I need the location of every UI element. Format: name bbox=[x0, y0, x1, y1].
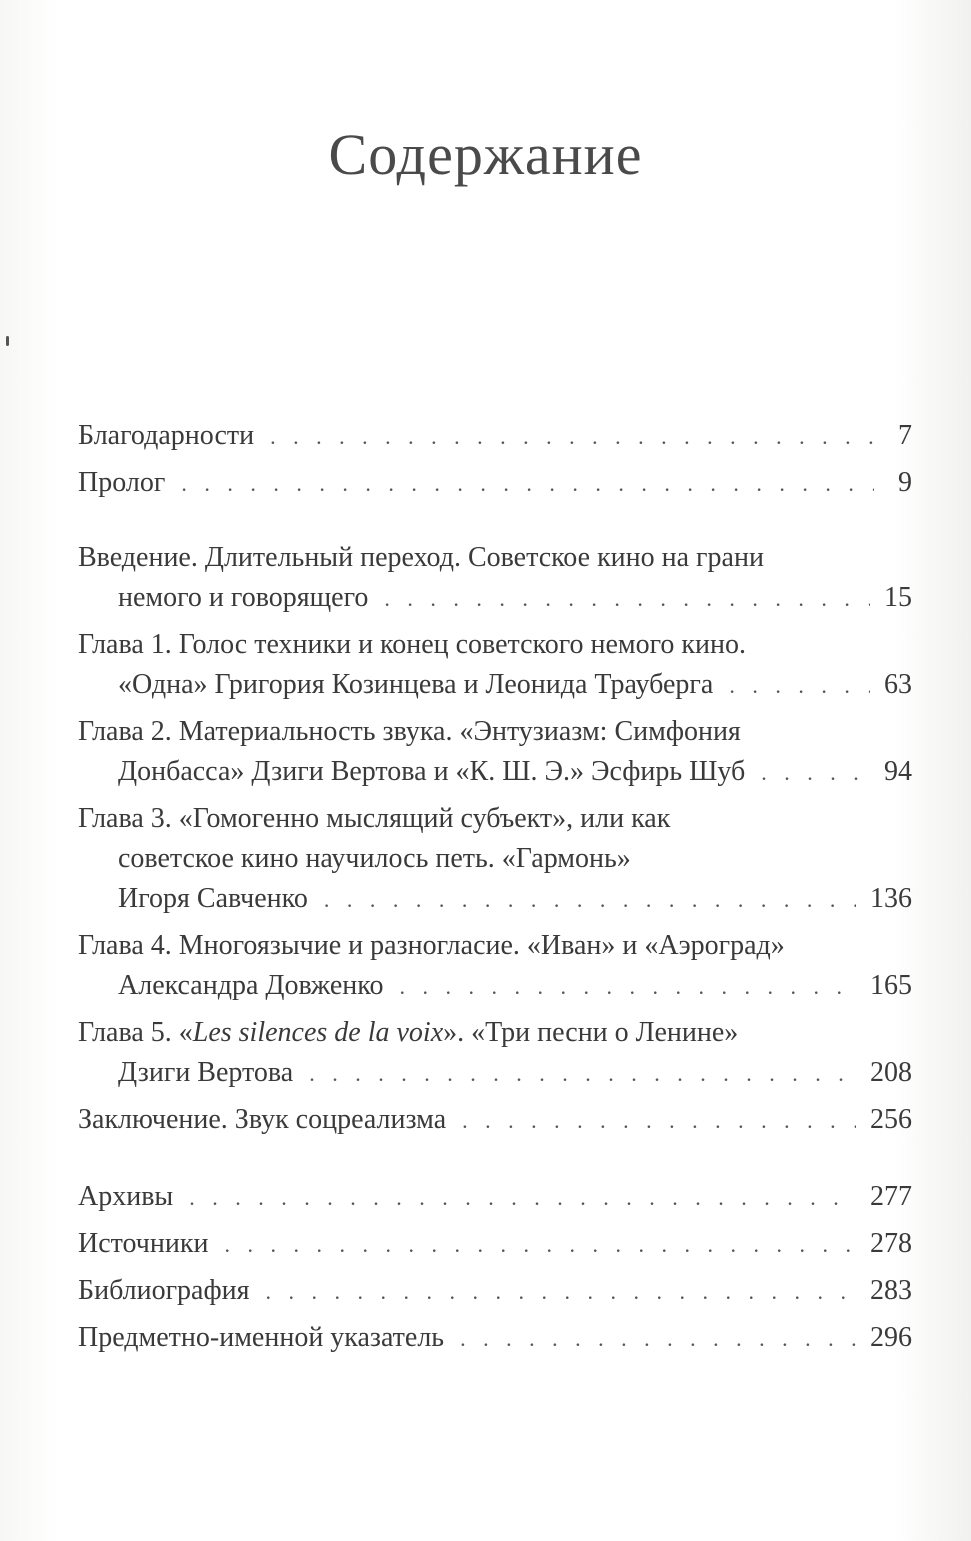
leader-dots bbox=[266, 1272, 857, 1312]
toc-entry-text: Библиография bbox=[78, 1275, 250, 1306]
toc-entry-line: Введение. Длительный переход. Советское кино на грани bbox=[78, 542, 764, 573]
toc-entry-text: Источники bbox=[78, 1228, 209, 1259]
toc-entry-line: советское кино научилось петь. «Гармонь» bbox=[118, 843, 631, 874]
toc-entry-line: Александра Довженко bbox=[118, 970, 384, 1001]
leader-dots bbox=[270, 417, 874, 457]
toc-entry-line: Глава 1. Голос техники и конец советского немого кино. bbox=[78, 629, 747, 660]
toc-entry-line: немого и говорящего bbox=[118, 582, 369, 613]
toc-entry-text: Благодарности bbox=[78, 420, 255, 451]
toc-page-number: 94 bbox=[884, 756, 912, 787]
toc-entry-chapter-5[interactable] bbox=[78, 1013, 912, 1094]
toc-page-number: 208 bbox=[870, 1057, 912, 1088]
toc-entry-sources[interactable] bbox=[78, 1224, 912, 1265]
toc-entry-suffix: ». «Три песни о Ленине» bbox=[443, 1017, 739, 1048]
toc-page-number: 256 bbox=[870, 1104, 912, 1135]
toc-entry-line: «Одна» Григория Козинцева и Леонида Трауберга bbox=[118, 669, 714, 700]
toc-page-number: 278 bbox=[870, 1228, 912, 1259]
toc-entry-chapter-2[interactable] bbox=[78, 712, 912, 793]
leader-dots bbox=[324, 880, 856, 920]
toc-page-number: 136 bbox=[870, 883, 912, 914]
toc-page-number: 9 bbox=[898, 467, 912, 498]
toc-entry-text: Пролог bbox=[78, 467, 166, 498]
toc-group-front bbox=[78, 416, 912, 504]
leader-dots bbox=[189, 1178, 856, 1218]
leader-dots bbox=[462, 1101, 856, 1141]
toc-group-back bbox=[78, 1177, 912, 1359]
toc-entry-text: Заключение. Звук соцреализма bbox=[78, 1104, 447, 1135]
leader-dots bbox=[399, 967, 856, 1007]
toc-entry-line: Глава 2. Материальность звука. «Энтузиазм: Симфония bbox=[78, 716, 741, 747]
leader-dots bbox=[181, 464, 874, 504]
toc-page-number: 283 bbox=[870, 1275, 912, 1306]
toc-entry-line bbox=[78, 1013, 912, 1053]
toc-entry-intro[interactable] bbox=[78, 538, 912, 619]
toc-group-chapters bbox=[78, 538, 912, 1141]
toc-page-number: 15 bbox=[884, 582, 912, 613]
leader-dots bbox=[729, 666, 870, 706]
leader-dots bbox=[761, 753, 870, 793]
toc-entry-bibliography[interactable] bbox=[78, 1271, 912, 1312]
toc-entry-conclusion[interactable] bbox=[78, 1100, 912, 1141]
toc-entry-line: Донбасса» Дзиги Вертова и «К. Ш. Э.» Эсфирь Шуб bbox=[118, 756, 746, 787]
toc-entry-chapter-1[interactable] bbox=[78, 625, 912, 706]
table-of-contents bbox=[78, 416, 912, 1365]
toc-entry-italic-title: Les silences de la voix bbox=[192, 1017, 444, 1048]
toc-entry-line: Игоря Савченко bbox=[118, 883, 308, 914]
toc-page-number: 63 bbox=[884, 669, 912, 700]
toc-entry-archives[interactable] bbox=[78, 1177, 912, 1218]
toc-entry-text: Архивы bbox=[78, 1181, 174, 1212]
leader-dots bbox=[224, 1225, 856, 1265]
toc-page-number: 296 bbox=[870, 1322, 912, 1353]
leader-dots bbox=[384, 579, 870, 619]
toc-entry-prologue[interactable] bbox=[78, 463, 912, 504]
toc-page-number: 277 bbox=[870, 1181, 912, 1212]
stray-mark bbox=[6, 336, 9, 346]
toc-entry-text: Предметно-именной указатель bbox=[78, 1322, 445, 1353]
page-title: Содержание bbox=[328, 121, 643, 187]
toc-entry-chapter-3[interactable] bbox=[78, 799, 912, 920]
toc-entry-acknowledgments[interactable] bbox=[78, 416, 912, 457]
toc-entry-chapter-4[interactable] bbox=[78, 926, 912, 1007]
toc-entry-prefix: Глава 5. « bbox=[78, 1017, 193, 1048]
toc-entry-line: Глава 3. «Гомогенно мыслящий субъект», или как bbox=[78, 803, 671, 834]
leader-dots bbox=[460, 1319, 856, 1359]
leader-dots bbox=[309, 1054, 856, 1094]
toc-page-number: 7 bbox=[898, 420, 912, 451]
toc-entry-line: Глава 4. Многоязычие и разногласие. «Иван» и «Аэроград» bbox=[78, 930, 785, 961]
toc-page-number: 165 bbox=[870, 970, 912, 1001]
toc-entry-line: Дзиги Вертова bbox=[118, 1057, 294, 1088]
toc-entry-index[interactable] bbox=[78, 1318, 912, 1359]
